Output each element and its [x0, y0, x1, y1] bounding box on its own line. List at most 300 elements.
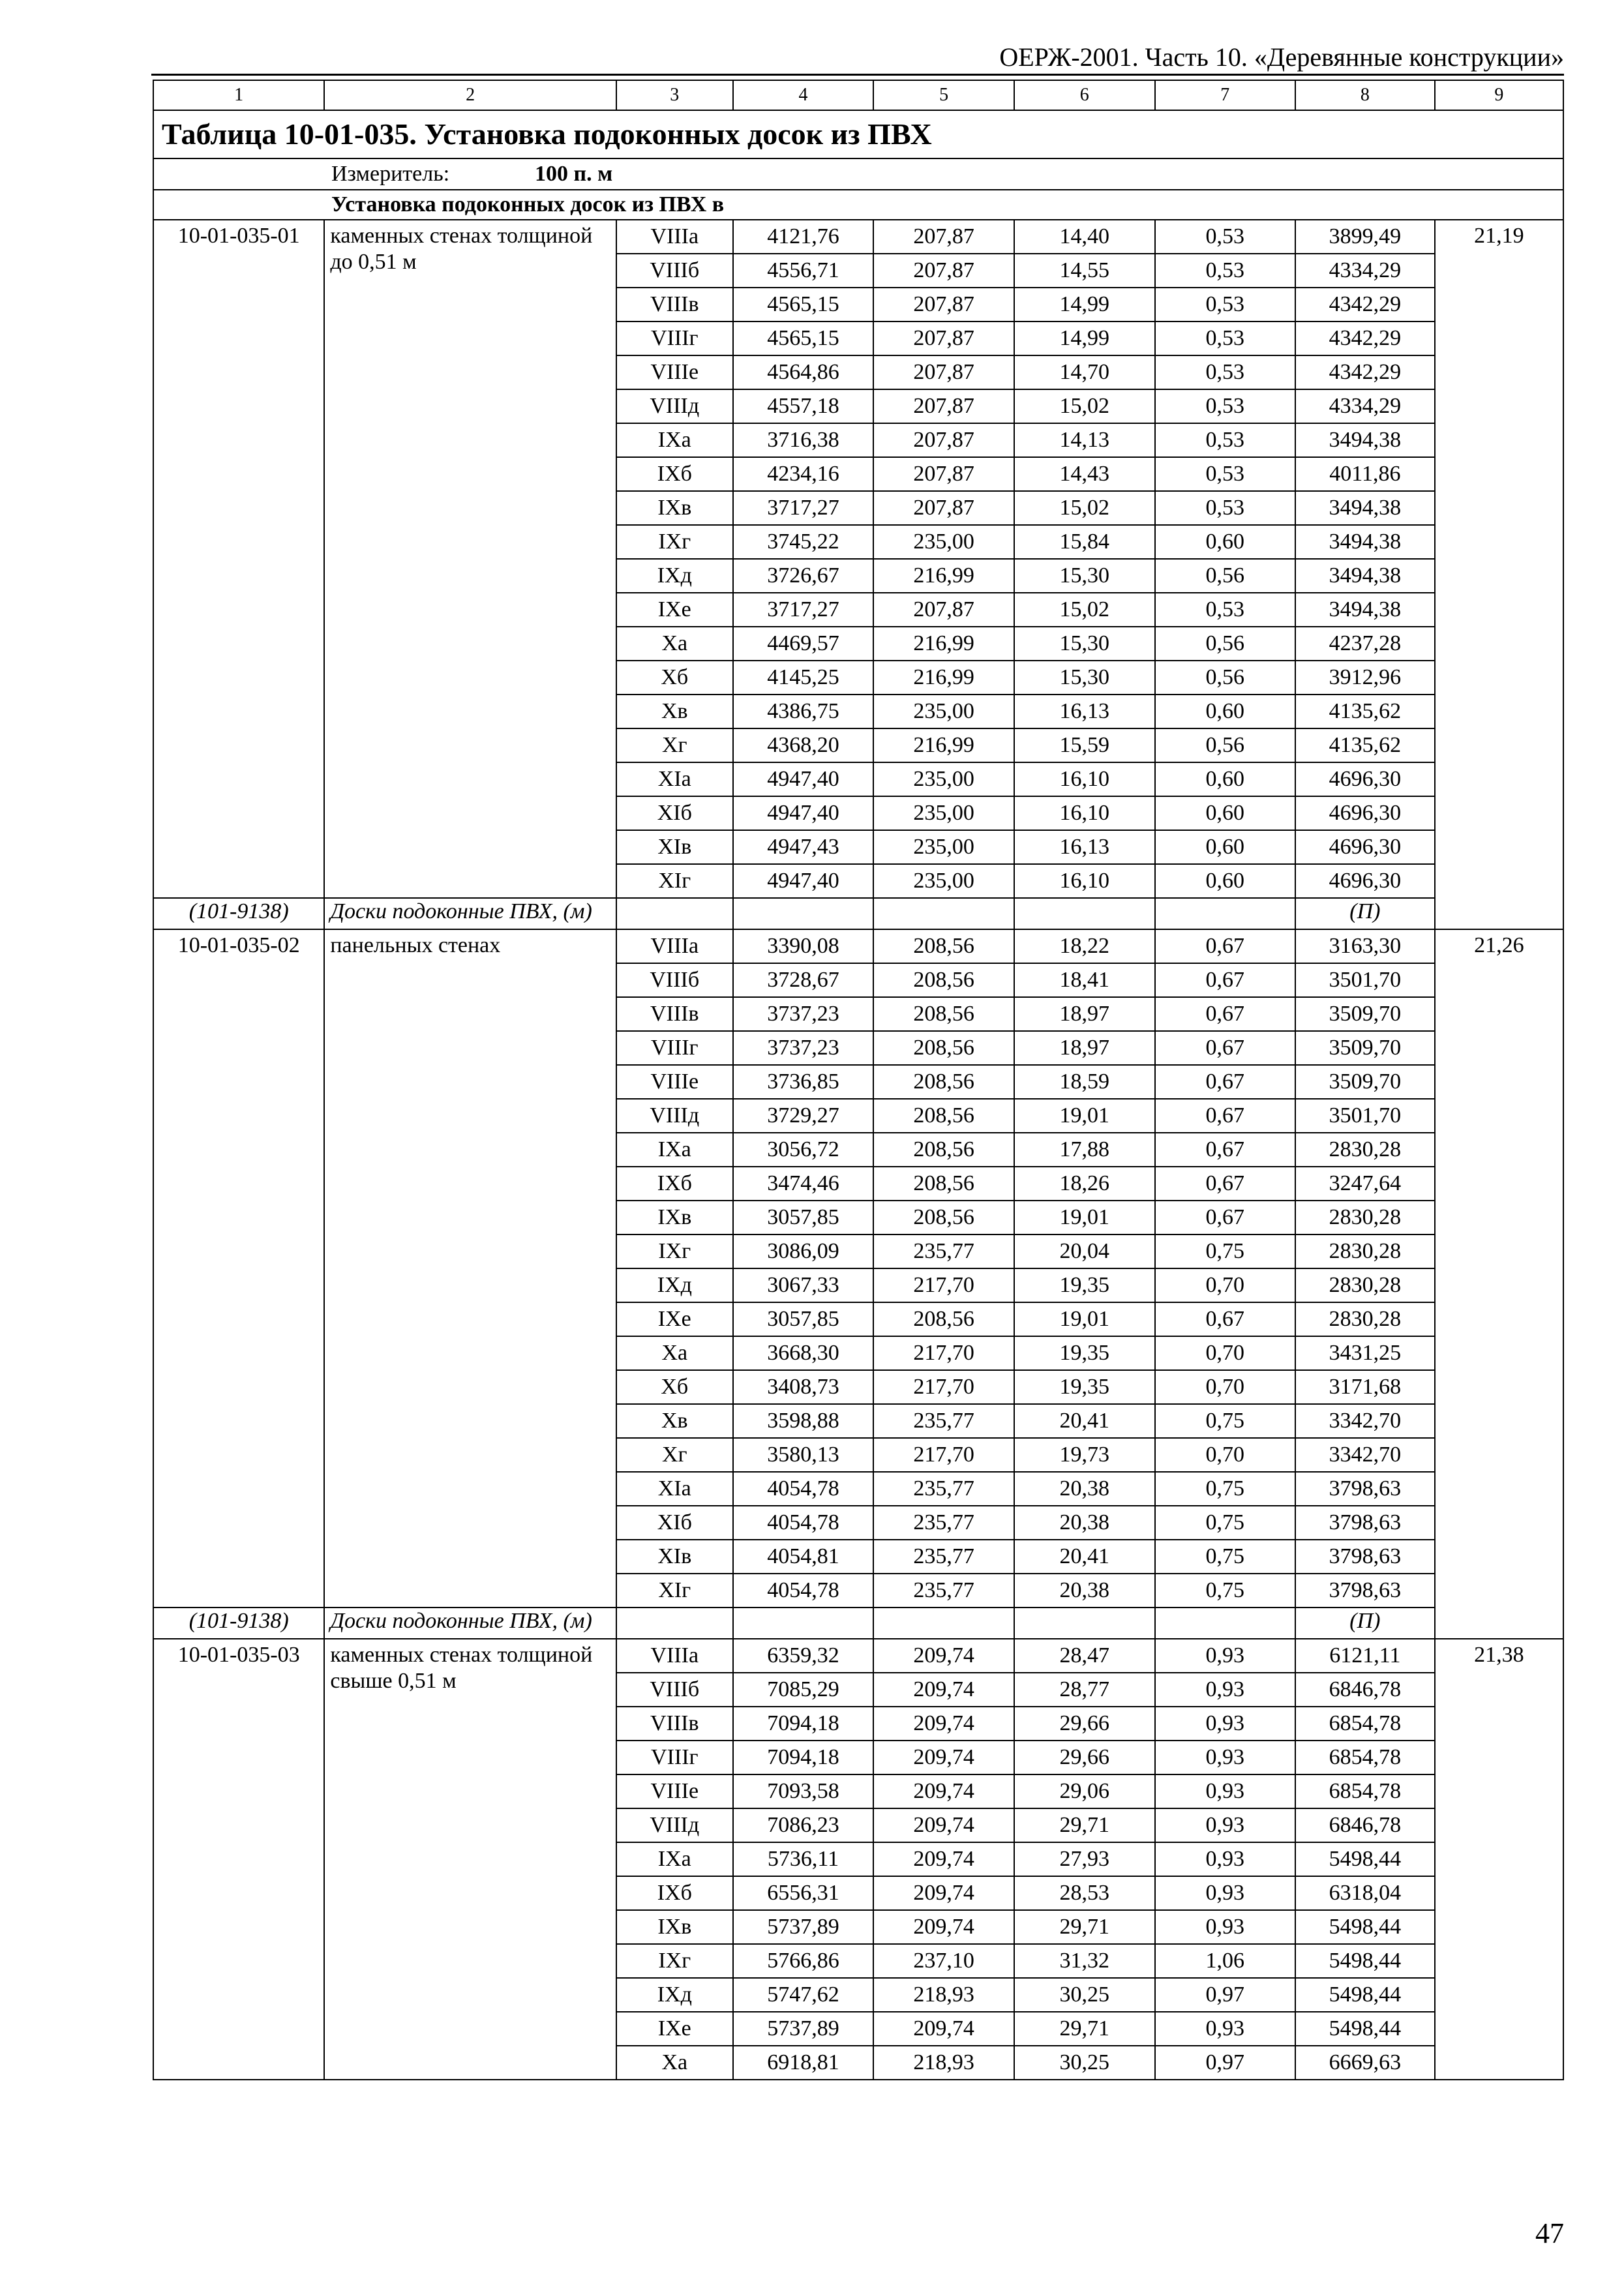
materials-cost-cell: 5498,44 [1295, 1944, 1435, 1978]
machinist-wages-cell: 0,53 [1155, 220, 1296, 254]
wages-cell: 217,70 [873, 1268, 1014, 1302]
materials-cost-cell: 6121,11 [1295, 1639, 1435, 1673]
wages-cell: 207,87 [873, 322, 1014, 355]
material-note: (П) [1295, 898, 1435, 929]
machinist-wages-cell: 0,70 [1155, 1268, 1296, 1302]
machinist-wages-cell: 0,53 [1155, 355, 1296, 389]
total-cost-cell: 4386,75 [733, 695, 874, 728]
zone-cell: VIIIв [616, 997, 733, 1031]
wages-cell: 235,77 [873, 1574, 1014, 1608]
machinist-wages-cell: 0,67 [1155, 997, 1296, 1031]
machinist-wages-cell: 0,75 [1155, 1234, 1296, 1268]
zone-cell: Xа [616, 2046, 733, 2080]
machinist-wages-cell: 0,93 [1155, 1842, 1296, 1876]
zone-cell: IXа [616, 423, 733, 457]
total-cost-cell: 3598,88 [733, 1404, 874, 1438]
materials-cost-cell: 3798,63 [1295, 1574, 1435, 1608]
price-table [153, 80, 1564, 2080]
norm-description: каменных стенах толщиной до 0,51 м [324, 220, 616, 898]
machinist-wages-cell: 0,53 [1155, 457, 1296, 491]
wages-cell: 209,74 [873, 1707, 1014, 1741]
total-cost-cell: 4469,57 [733, 627, 874, 661]
zone-cell: Xв [616, 695, 733, 728]
machinist-wages-cell: 0,93 [1155, 2012, 1296, 2046]
zone-cell: IXд [616, 1268, 733, 1302]
wages-cell: 208,56 [873, 1302, 1014, 1336]
total-cost-cell: 4947,43 [733, 830, 874, 864]
wages-cell: 209,74 [873, 1842, 1014, 1876]
machine-cost-cell: 30,25 [1014, 1978, 1155, 2012]
zone-cell: IXв [616, 1910, 733, 1944]
total-cost-cell: 4054,78 [733, 1472, 874, 1506]
materials-cost-cell: 4011,86 [1295, 457, 1435, 491]
table-row [153, 220, 1563, 254]
machinist-wages-cell: 0,60 [1155, 830, 1296, 864]
machinist-wages-cell: 0,75 [1155, 1472, 1296, 1506]
wages-cell: 235,00 [873, 695, 1014, 728]
machine-cost-cell: 18,22 [1014, 929, 1155, 963]
total-cost-cell: 5737,89 [733, 1910, 874, 1944]
wages-cell: 235,00 [873, 830, 1014, 864]
total-cost-cell: 3728,67 [733, 963, 874, 997]
wages-cell: 207,87 [873, 355, 1014, 389]
page-number: 47 [1535, 2217, 1564, 2249]
measure-cell [153, 158, 1563, 190]
machinist-wages-cell: 0,93 [1155, 1673, 1296, 1707]
materials-cost-cell: 4237,28 [1295, 627, 1435, 661]
materials-cost-cell: 2830,28 [1295, 1268, 1435, 1302]
total-cost-cell: 6359,32 [733, 1639, 874, 1673]
materials-cost-cell: 3494,38 [1295, 559, 1435, 593]
wages-cell: 207,87 [873, 389, 1014, 423]
total-cost-cell: 7094,18 [733, 1741, 874, 1774]
machinist-wages-cell: 0,93 [1155, 1741, 1296, 1774]
zone-cell: VIIIд [616, 1808, 733, 1842]
materials-cost-cell: 4696,30 [1295, 796, 1435, 830]
wages-cell: 209,74 [873, 1639, 1014, 1673]
materials-cost-cell: 4342,29 [1295, 288, 1435, 322]
wages-cell: 209,74 [873, 1876, 1014, 1910]
machinist-wages-cell: 0,93 [1155, 1774, 1296, 1808]
total-cost-cell: 4947,40 [733, 762, 874, 796]
materials-cost-cell: 4135,62 [1295, 728, 1435, 762]
materials-cost-cell: 3509,70 [1295, 1065, 1435, 1099]
zone-cell: Xб [616, 661, 733, 695]
total-cost-cell: 4234,16 [733, 457, 874, 491]
machinist-wages-cell: 0,67 [1155, 1031, 1296, 1065]
wages-cell: 235,00 [873, 762, 1014, 796]
zone-cell: XIг [616, 1574, 733, 1608]
empty-cell [733, 1608, 874, 1639]
table-title: Таблица 10-01-035. Установка подоконных досок из ПВХ [153, 110, 1563, 158]
column-number: 3 [616, 80, 733, 110]
zone-cell: VIIIг [616, 1741, 733, 1774]
machinist-wages-cell: 0,93 [1155, 1910, 1296, 1944]
machine-cost-cell: 31,32 [1014, 1944, 1155, 1978]
materials-cost-cell: 2830,28 [1295, 1201, 1435, 1234]
total-cost-cell: 4564,86 [733, 355, 874, 389]
total-cost-cell: 5747,62 [733, 1978, 874, 2012]
zone-cell: Xв [616, 1404, 733, 1438]
wages-cell: 216,99 [873, 559, 1014, 593]
zone-cell: VIIIг [616, 1031, 733, 1065]
column-number: 1 [153, 80, 324, 110]
materials-cost-cell: 4135,62 [1295, 695, 1435, 728]
zone-cell: Xа [616, 627, 733, 661]
zone-cell: IXд [616, 1978, 733, 2012]
column-number: 7 [1155, 80, 1296, 110]
materials-cost-cell: 6318,04 [1295, 1876, 1435, 1910]
machine-cost-cell: 29,66 [1014, 1741, 1155, 1774]
materials-cost-cell: 4696,30 [1295, 762, 1435, 796]
total-cost-cell: 3408,73 [733, 1370, 874, 1404]
zone-cell: VIIIа [616, 220, 733, 254]
machinist-wages-cell: 0,67 [1155, 1065, 1296, 1099]
total-cost-cell: 3737,23 [733, 997, 874, 1031]
norm-code: 10-01-035-01 [153, 220, 324, 898]
machine-cost-cell: 29,06 [1014, 1774, 1155, 1808]
materials-cost-cell: 3247,64 [1295, 1167, 1435, 1201]
machine-cost-cell: 18,97 [1014, 997, 1155, 1031]
zone-cell: XIв [616, 1540, 733, 1574]
total-cost-cell: 3390,08 [733, 929, 874, 963]
machinist-wages-cell: 0,67 [1155, 1302, 1296, 1336]
wages-cell: 209,74 [873, 2012, 1014, 2046]
wages-cell: 217,70 [873, 1370, 1014, 1404]
materials-cost-cell: 6846,78 [1295, 1808, 1435, 1842]
section-title-row [153, 190, 1563, 220]
materials-cost-cell: 3798,63 [1295, 1540, 1435, 1574]
material-row [153, 1608, 1563, 1639]
machinist-wages-cell: 0,70 [1155, 1370, 1296, 1404]
zone-cell: XIа [616, 762, 733, 796]
section-title: Установка подоконных досок из ПВХ в [153, 190, 1563, 220]
total-cost-cell: 3067,33 [733, 1268, 874, 1302]
machinist-wages-cell: 0,53 [1155, 491, 1296, 525]
column-number: 9 [1435, 80, 1563, 110]
machine-cost-cell: 18,97 [1014, 1031, 1155, 1065]
materials-cost-cell: 6854,78 [1295, 1741, 1435, 1774]
empty-cell [1014, 1608, 1155, 1639]
materials-cost-cell: 3501,70 [1295, 1099, 1435, 1133]
machinist-wages-cell: 0,75 [1155, 1506, 1296, 1540]
machine-cost-cell: 29,71 [1014, 1910, 1155, 1944]
machine-cost-cell: 16,10 [1014, 762, 1155, 796]
wages-cell: 235,00 [873, 525, 1014, 559]
machinist-wages-cell: 0,93 [1155, 1876, 1296, 1910]
machinist-wages-cell: 0,67 [1155, 1099, 1296, 1133]
machinist-wages-cell: 0,75 [1155, 1574, 1296, 1608]
machinist-wages-cell: 0,67 [1155, 929, 1296, 963]
wages-cell: 235,00 [873, 864, 1014, 898]
machine-cost-cell: 16,10 [1014, 796, 1155, 830]
machine-cost-cell: 20,04 [1014, 1234, 1155, 1268]
wages-cell: 216,99 [873, 661, 1014, 695]
machine-cost-cell: 18,41 [1014, 963, 1155, 997]
total-cost-cell: 5736,11 [733, 1842, 874, 1876]
zone-cell: VIIIа [616, 929, 733, 963]
machine-cost-cell: 15,02 [1014, 389, 1155, 423]
table-row [153, 929, 1563, 963]
empty-cell [733, 898, 874, 929]
wages-cell: 208,56 [873, 1167, 1014, 1201]
labor-cost-cell: 21,38 [1435, 1639, 1563, 2080]
total-cost-cell: 3717,27 [733, 593, 874, 627]
material-name: Доски подоконные ПВХ, (м) [324, 1608, 616, 1639]
materials-cost-cell: 4342,29 [1295, 322, 1435, 355]
material-row [153, 898, 1563, 929]
machine-cost-cell: 15,30 [1014, 627, 1155, 661]
materials-cost-cell: 4696,30 [1295, 830, 1435, 864]
machine-cost-cell: 20,38 [1014, 1472, 1155, 1506]
zone-cell: VIIIб [616, 254, 733, 288]
machinist-wages-cell: 0,53 [1155, 423, 1296, 457]
measure-label: Измеритель: [331, 162, 450, 186]
materials-cost-cell: 4334,29 [1295, 389, 1435, 423]
machine-cost-cell: 15,30 [1014, 661, 1155, 695]
machine-cost-cell: 15,02 [1014, 491, 1155, 525]
machine-cost-cell: 16,13 [1014, 695, 1155, 728]
total-cost-cell: 3474,46 [733, 1167, 874, 1201]
machinist-wages-cell: 0,75 [1155, 1540, 1296, 1574]
wages-cell: 235,77 [873, 1404, 1014, 1438]
material-note: (П) [1295, 1608, 1435, 1639]
wages-cell: 208,56 [873, 997, 1014, 1031]
wages-cell: 209,74 [873, 1774, 1014, 1808]
wages-cell: 217,70 [873, 1438, 1014, 1472]
wages-cell: 208,56 [873, 1133, 1014, 1167]
machine-cost-cell: 14,43 [1014, 457, 1155, 491]
zone-cell: XIб [616, 1506, 733, 1540]
total-cost-cell: 3668,30 [733, 1336, 874, 1370]
materials-cost-cell: 2830,28 [1295, 1133, 1435, 1167]
materials-cost-cell: 3501,70 [1295, 963, 1435, 997]
zone-cell: XIв [616, 830, 733, 864]
zone-cell: IXа [616, 1133, 733, 1167]
machinist-wages-cell: 0,67 [1155, 1133, 1296, 1167]
wages-cell: 207,87 [873, 288, 1014, 322]
wages-cell: 217,70 [873, 1336, 1014, 1370]
total-cost-cell: 4145,25 [733, 661, 874, 695]
zone-cell: IXг [616, 1944, 733, 1978]
zone-cell: VIIIд [616, 1099, 733, 1133]
zone-cell: XIг [616, 864, 733, 898]
materials-cost-cell: 2830,28 [1295, 1302, 1435, 1336]
zone-cell: IXв [616, 1201, 733, 1234]
materials-cost-cell: 6669,63 [1295, 2046, 1435, 2080]
machinist-wages-cell: 0,93 [1155, 1808, 1296, 1842]
wages-cell: 208,56 [873, 1031, 1014, 1065]
machinist-wages-cell: 0,56 [1155, 559, 1296, 593]
materials-cost-cell: 4696,30 [1295, 864, 1435, 898]
table-title-row [153, 110, 1563, 158]
wages-cell: 218,93 [873, 1978, 1014, 2012]
total-cost-cell: 3057,85 [733, 1302, 874, 1336]
materials-cost-cell: 3509,70 [1295, 1031, 1435, 1065]
total-cost-cell: 3717,27 [733, 491, 874, 525]
empty-cell [616, 1608, 733, 1639]
machine-cost-cell: 14,99 [1014, 288, 1155, 322]
materials-cost-cell: 3798,63 [1295, 1506, 1435, 1540]
machine-cost-cell: 20,41 [1014, 1404, 1155, 1438]
zone-cell: IXг [616, 525, 733, 559]
total-cost-cell: 4054,78 [733, 1506, 874, 1540]
machine-cost-cell: 28,53 [1014, 1876, 1155, 1910]
machine-cost-cell: 15,59 [1014, 728, 1155, 762]
empty-cell [1155, 1608, 1296, 1639]
zone-cell: IXе [616, 593, 733, 627]
machine-cost-cell: 28,47 [1014, 1639, 1155, 1673]
materials-cost-cell: 5498,44 [1295, 1910, 1435, 1944]
machine-cost-cell: 30,25 [1014, 2046, 1155, 2080]
total-cost-cell: 3580,13 [733, 1438, 874, 1472]
wages-cell: 216,99 [873, 728, 1014, 762]
zone-cell: VIIIе [616, 1065, 733, 1099]
machinist-wages-cell: 0,93 [1155, 1707, 1296, 1741]
machine-cost-cell: 27,93 [1014, 1842, 1155, 1876]
materials-cost-cell: 3342,70 [1295, 1438, 1435, 1472]
norm-description: каменных стенах толщиной свыше 0,51 м [324, 1639, 616, 2080]
wages-cell: 207,87 [873, 491, 1014, 525]
machinist-wages-cell: 0,67 [1155, 1167, 1296, 1201]
zone-cell: IXа [616, 1842, 733, 1876]
zone-cell: IXб [616, 1167, 733, 1201]
wages-cell: 235,77 [873, 1234, 1014, 1268]
machinist-wages-cell: 0,67 [1155, 963, 1296, 997]
total-cost-cell: 5766,86 [733, 1944, 874, 1978]
wages-cell: 207,87 [873, 457, 1014, 491]
machinist-wages-cell: 0,53 [1155, 593, 1296, 627]
labor-cost-cell: 21,19 [1435, 220, 1563, 929]
column-number: 8 [1295, 80, 1435, 110]
machinist-wages-cell: 0,56 [1155, 627, 1296, 661]
machinist-wages-cell: 0,60 [1155, 762, 1296, 796]
zone-cell: IXг [616, 1234, 733, 1268]
total-cost-cell: 4565,15 [733, 322, 874, 355]
column-number: 2 [324, 80, 616, 110]
machinist-wages-cell: 0,75 [1155, 1404, 1296, 1438]
total-cost-cell: 4565,15 [733, 288, 874, 322]
labor-cost-cell: 21,26 [1435, 929, 1563, 1639]
total-cost-cell: 4054,78 [733, 1574, 874, 1608]
materials-cost-cell: 3899,49 [1295, 220, 1435, 254]
materials-cost-cell: 3342,70 [1295, 1404, 1435, 1438]
materials-cost-cell: 6854,78 [1295, 1707, 1435, 1741]
wages-cell: 208,56 [873, 963, 1014, 997]
zone-cell: VIIIв [616, 1707, 733, 1741]
wages-cell: 218,93 [873, 2046, 1014, 2080]
machine-cost-cell: 19,73 [1014, 1438, 1155, 1472]
materials-cost-cell: 3912,96 [1295, 661, 1435, 695]
wages-cell: 235,77 [873, 1540, 1014, 1574]
total-cost-cell: 3086,09 [733, 1234, 874, 1268]
total-cost-cell: 6918,81 [733, 2046, 874, 2080]
materials-cost-cell: 3494,38 [1295, 423, 1435, 457]
total-cost-cell: 4556,71 [733, 254, 874, 288]
machine-cost-cell: 14,55 [1014, 254, 1155, 288]
machinist-wages-cell: 0,60 [1155, 695, 1296, 728]
total-cost-cell: 7093,58 [733, 1774, 874, 1808]
machine-cost-cell: 14,13 [1014, 423, 1155, 457]
total-cost-cell: 5737,89 [733, 2012, 874, 2046]
column-number-row [153, 80, 1563, 110]
zone-cell: IXе [616, 1302, 733, 1336]
total-cost-cell: 4121,76 [733, 220, 874, 254]
wages-cell: 207,87 [873, 423, 1014, 457]
machine-cost-cell: 16,10 [1014, 864, 1155, 898]
machinist-wages-cell: 0,53 [1155, 254, 1296, 288]
machine-cost-cell: 18,26 [1014, 1167, 1155, 1201]
materials-cost-cell: 6846,78 [1295, 1673, 1435, 1707]
zone-cell: VIIIв [616, 288, 733, 322]
zone-cell: IXе [616, 2012, 733, 2046]
machinist-wages-cell: 0,56 [1155, 661, 1296, 695]
machine-cost-cell: 20,41 [1014, 1540, 1155, 1574]
column-number: 4 [733, 80, 874, 110]
empty-cell [616, 898, 733, 929]
zone-cell: IXб [616, 457, 733, 491]
total-cost-cell: 3736,85 [733, 1065, 874, 1099]
wages-cell: 207,87 [873, 254, 1014, 288]
materials-cost-cell: 3431,25 [1295, 1336, 1435, 1370]
materials-cost-cell: 5498,44 [1295, 1978, 1435, 2012]
machinist-wages-cell: 0,53 [1155, 322, 1296, 355]
total-cost-cell: 3716,38 [733, 423, 874, 457]
empty-cell [1014, 898, 1155, 929]
total-cost-cell: 3737,23 [733, 1031, 874, 1065]
materials-cost-cell: 6854,78 [1295, 1774, 1435, 1808]
norm-code: 10-01-035-03 [153, 1639, 324, 2080]
materials-cost-cell: 3494,38 [1295, 593, 1435, 627]
materials-cost-cell: 3494,38 [1295, 525, 1435, 559]
total-cost-cell: 3745,22 [733, 525, 874, 559]
table-row [153, 1639, 1563, 1673]
total-cost-cell: 6556,31 [733, 1876, 874, 1910]
machine-cost-cell: 19,35 [1014, 1370, 1155, 1404]
machine-cost-cell: 18,59 [1014, 1065, 1155, 1099]
wages-cell: 208,56 [873, 929, 1014, 963]
zone-cell: VIIIб [616, 963, 733, 997]
wages-cell: 216,99 [873, 627, 1014, 661]
machine-cost-cell: 19,01 [1014, 1302, 1155, 1336]
wages-cell: 235,00 [873, 796, 1014, 830]
empty-cell [873, 1608, 1014, 1639]
wages-cell: 209,74 [873, 1808, 1014, 1842]
total-cost-cell: 7086,23 [733, 1808, 874, 1842]
materials-cost-cell: 3171,68 [1295, 1370, 1435, 1404]
zone-cell: IXд [616, 559, 733, 593]
zone-cell: IXв [616, 491, 733, 525]
machine-cost-cell: 14,70 [1014, 355, 1155, 389]
wages-cell: 208,56 [873, 1201, 1014, 1234]
materials-cost-cell: 3509,70 [1295, 997, 1435, 1031]
total-cost-cell: 4368,20 [733, 728, 874, 762]
machinist-wages-cell: 0,53 [1155, 288, 1296, 322]
machinist-wages-cell: 0,93 [1155, 1639, 1296, 1673]
zone-cell: VIIIе [616, 1774, 733, 1808]
measure-row [153, 158, 1563, 190]
zone-cell: VIIIа [616, 1639, 733, 1673]
materials-cost-cell: 4334,29 [1295, 254, 1435, 288]
zone-cell: Xг [616, 1438, 733, 1472]
wages-cell: 209,74 [873, 1673, 1014, 1707]
materials-cost-cell: 2830,28 [1295, 1234, 1435, 1268]
material-code: (101-9138) [153, 898, 324, 929]
column-number: 5 [873, 80, 1014, 110]
machine-cost-cell: 15,02 [1014, 593, 1155, 627]
machinist-wages-cell: 0,56 [1155, 728, 1296, 762]
zone-cell: VIIIг [616, 322, 733, 355]
